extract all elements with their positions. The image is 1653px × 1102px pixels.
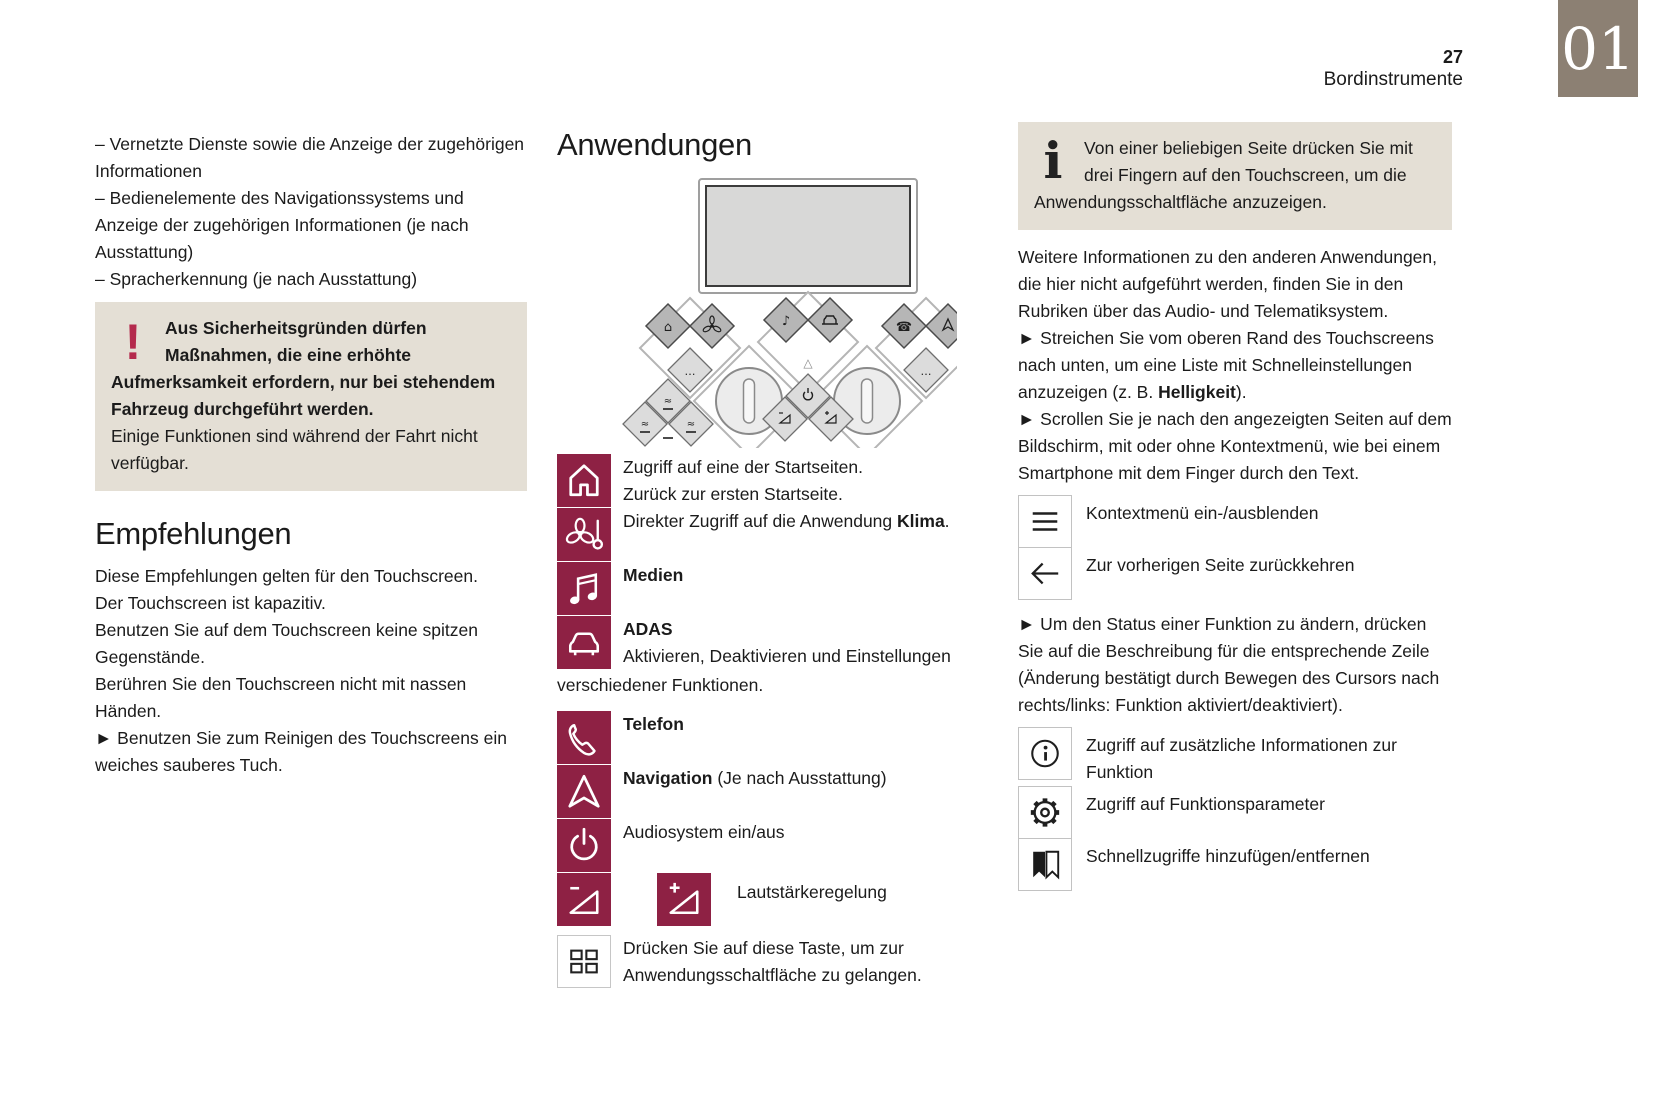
item-text-bold: ADAS [623, 619, 673, 639]
list-item [557, 711, 957, 765]
item-text-bold: Telefon [623, 714, 684, 734]
recommendations-heading: Empfehlungen [95, 516, 292, 551]
back-arrow-icon [1018, 547, 1072, 600]
apps-grid-icon [557, 935, 611, 988]
recommendations-text [95, 563, 527, 779]
item-text: verschiedener Funktionen. [557, 675, 764, 695]
climate-icon [557, 508, 611, 561]
screen-display [706, 186, 910, 286]
home-glyph: ⌂ [663, 320, 673, 335]
list-item [1018, 786, 1452, 838]
item-text: (Je nach Ausstattung) [712, 768, 887, 788]
list-item [1018, 547, 1452, 599]
list-item [557, 873, 957, 927]
list-item [1018, 495, 1452, 547]
list-item [557, 616, 957, 670]
item-text: Lautstärkeregelung [737, 882, 887, 902]
info-box-text: Von einer beliebigen Seite drücken Sie mit drei Fingern auf den Touchscreen, um die Anwendungsschaltfläche anzuzeigen. [1034, 138, 1413, 212]
item-text-bold: Medien [623, 565, 684, 585]
svg-text:≈: ≈ [686, 419, 696, 430]
middle-column [557, 126, 957, 989]
item-text-bold: Klima [897, 511, 945, 531]
adas-icon [557, 616, 611, 669]
paragraph: Diese Empfehlungen gelten für den Touchscreen. [95, 566, 478, 586]
item-label: Schnellzugriffe hinzufügen/entfernen [1086, 846, 1370, 866]
context-menu-icon [1018, 495, 1072, 548]
phone-glyph: ☎ [895, 320, 913, 335]
navigation-icon [557, 765, 611, 818]
power-icon [557, 819, 611, 872]
right-column [1018, 122, 1452, 890]
list-item [557, 819, 957, 873]
chapter-badge [1558, 0, 1638, 97]
section-title: Bordinstrumente [1323, 69, 1463, 90]
info-box [1018, 122, 1452, 230]
item-text: . [944, 511, 950, 531]
bullet-item: – Bedienelemente des Navigationssystems und Anzeige der zugehörigen Informationen (je nach Ausstattung) [95, 188, 469, 262]
list-item [557, 562, 957, 616]
touchscreen-illustration [557, 176, 957, 448]
page-number: 27 [1442, 47, 1463, 67]
list-item [1018, 838, 1452, 890]
bookmark-icon [1018, 838, 1072, 891]
phone-icon [557, 711, 611, 764]
svg-text:≈: ≈ [640, 419, 650, 430]
warning-glyph: △ [803, 356, 813, 370]
warning-box [95, 302, 527, 491]
item-label: Kontextmenü ein-/ausblenden [1086, 503, 1319, 523]
warning-normal-text: Einige Funktionen sind während der Fahrt nicht verfügbar. [111, 426, 478, 473]
media-icon [557, 562, 611, 615]
item-text-bold: Navigation [623, 768, 713, 788]
item-text: Zugriff auf eine der Startseiten. [623, 457, 863, 477]
home-icon [557, 454, 611, 507]
chapter-number: 01 [1561, 14, 1635, 83]
item-label: Zugriff auf zusätzliche Informationen zur Funktion [1086, 735, 1397, 782]
volume-up-icon [657, 873, 711, 926]
warning-bold-text: Aus Sicherheitsgründen dürfen Maßnahmen, die eine erhöhte Aufmerksamkeit erfordern, nur bei stehendem Fahrzeug durchgeführt werden. [111, 318, 496, 419]
paragraph: Berühren Sie den Touchscreen nicht mit nassen Händen. [95, 674, 467, 721]
bullet-item: – Spracherkennung (je nach Ausstattung) [95, 269, 418, 289]
paragraph: ► Benutzen Sie zum Reinigen des Touchscreens ein weiches sauberes Tuch. [95, 728, 507, 775]
list-item [557, 935, 957, 989]
info-icon: i [1043, 131, 1063, 190]
paragraph: ► Streichen Sie vom oberen Rand des Touchscreens nach unten, um eine Liste mit Schnelleinstellungen anzuzeigen (z. B. Helligkeit). [1018, 328, 1434, 402]
svg-text:≈: ≈ [663, 396, 673, 407]
warning-exclamation-icon: ! [124, 314, 142, 370]
music-glyph: ♪ [781, 314, 791, 329]
volume-down-icon [557, 873, 611, 926]
applications-heading: Anwendungen [557, 127, 752, 162]
paragraph: Weitere Informationen zu den anderen Anwendungen, die hier nicht aufgeführt werden, finden Sie in den Rubriken über das Audio- und Telematiksystem. [1018, 247, 1438, 321]
item-text: Direkter Zugriff auf die Anwendung [623, 511, 898, 531]
item-text: Audiosystem ein/aus [623, 822, 785, 842]
item-label: Zugriff auf Funktionsparameter [1086, 794, 1325, 814]
gear-icon [1018, 786, 1072, 839]
list-item [557, 454, 957, 508]
left-column [95, 131, 527, 779]
list-item [1018, 727, 1452, 786]
paragraph: ► Um den Status einer Funktion zu ändern, drücken Sie auf die Beschreibung für die entsprechende Zeile (Änderung bestätigt durch Bewegen des Cursors nach rechts/links: Funktion aktiviert/deaktiviert). [1018, 614, 1440, 715]
paragraph: Benutzen Sie auf dem Touchscreen keine spitzen Gegenstände. [95, 620, 478, 667]
item-text: Zurück zur ersten Startseite. [623, 484, 843, 504]
item-label: Zur vorherigen Seite zurückkehren [1086, 555, 1355, 575]
list-item [557, 508, 957, 562]
bullet-list [95, 131, 527, 293]
item-text: Anwendungsschaltfläche zu gelangen. [623, 965, 922, 985]
item-text: Aktivieren, Deaktivieren und Einstellungen [623, 646, 951, 666]
bullet-item: – Vernetzte Dienste sowie die Anzeige der zugehörigen Informationen [95, 134, 525, 181]
svg-text:…: … [920, 365, 932, 378]
info-circle-icon [1018, 727, 1072, 780]
svg-text:…: … [684, 365, 696, 378]
paragraph: Der Touchscreen ist kapazitiv. [95, 593, 326, 613]
item-text: Drücken Sie auf diese Taste, um zur [623, 938, 904, 958]
list-item [557, 765, 957, 819]
page-meta [1324, 46, 1463, 92]
paragraph: ► Scrollen Sie je nach den angezeigten Seiten auf dem Bildschirm, mit oder ohne Kontextmenü, wie bei einem Smartphone mit dem Finger durch den Text. [1018, 409, 1452, 483]
